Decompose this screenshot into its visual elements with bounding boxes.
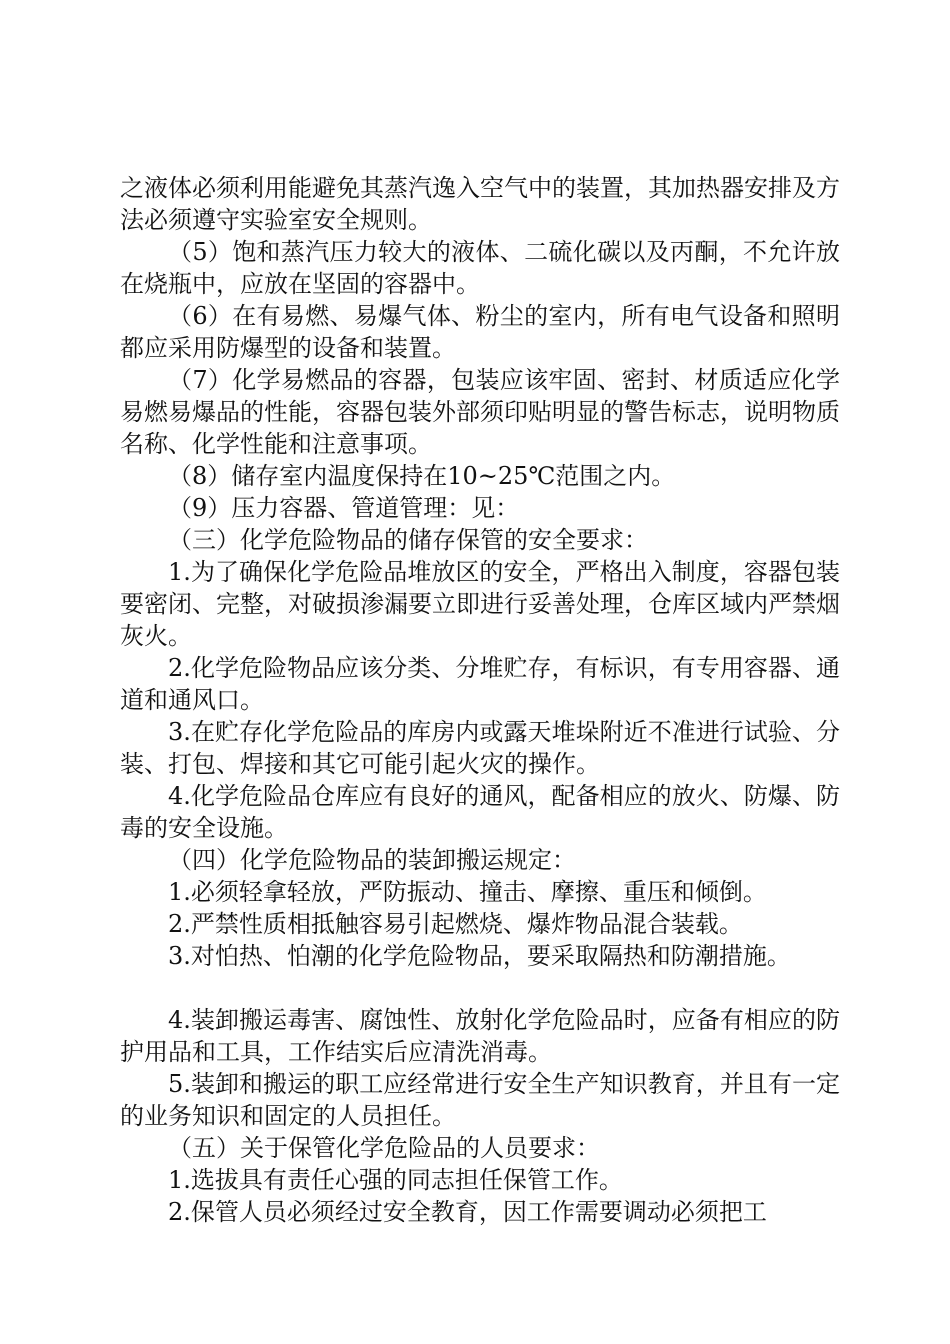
section-heading-4: （四）化学危险物品的装卸搬运规定： xyxy=(168,846,576,874)
section-heading-3: （三）化学危险物品的储存保管的安全要求： xyxy=(168,526,648,554)
storage-rule-3: 3.在贮存化学危险品的库房内或露天堆垛附近不准进行试验、分装、打包、焊接和其它可能引起火灾的操作。 xyxy=(120,718,840,778)
handling-rule-1: 1.必须轻拿轻放，严防振动、撞击、摩擦、重压和倾倒。 xyxy=(168,878,767,906)
paragraph-item-6: （6）在有易燃、易爆气体、粉尘的室内，所有电气设备和照明都应采用防爆型的设备和装置。 xyxy=(120,302,840,362)
storage-rule-1: 1.为了确保化学危险品堆放区的安全，严格出入制度，容器包装要密闭、完整，对破损渗漏要立即进行妥善处理，仓库区域内严禁烟灰火。 xyxy=(120,558,840,650)
paragraph-continued: 之液体必须利用能避免其蒸汽逸入空气中的装置，其加热器安排及方法必须遵守实验室安全规则。 xyxy=(120,174,840,234)
personnel-rule-1: 1.选拔具有责任心强的同志担任保管工作。 xyxy=(168,1166,623,1194)
personnel-rule-2: 2.保管人员必须经过安全教育，因工作需要调动必须把工 xyxy=(168,1198,767,1226)
storage-rule-4: 4.化学危险品仓库应有良好的通风，配备相应的放火、防爆、防毒的安全设施。 xyxy=(120,782,840,842)
handling-rule-3: 3.对怕热、怕潮的化学危险物品，要采取隔热和防潮措施。 xyxy=(168,942,791,970)
paragraph-item-8: （8）储存室内温度保持在10~25℃范围之内。 xyxy=(168,462,676,490)
paragraph-item-7: （7）化学易燃品的容器，包装应该牢固、密封、材质适应化学易燃易爆品的性能，容器包装外部须印贴明显的警告标志，说明物质名称、化学性能和注意事项。 xyxy=(120,366,840,458)
handling-rule-5: 5.装卸和搬运的职工应经常进行安全生产知识教育，并且有一定的业务知识和固定的人员担任。 xyxy=(120,1070,840,1130)
handling-rule-4: 4.装卸搬运毒害、腐蚀性、放射化学危险品时，应备有相应的防护用品和工具，工作结实后应清洗消毒。 xyxy=(120,1006,840,1066)
paragraph-item-9: （9）压力容器、管道管理：见： xyxy=(168,494,520,522)
paragraph-item-5: （5）饱和蒸汽压力较大的液体、二硫化碳以及丙酮，不允许放在烧瓶中，应放在坚固的容器中。 xyxy=(120,238,840,298)
handling-rule-2: 2.严禁性质相抵触容易引起燃烧、爆炸物品混合装载。 xyxy=(168,910,743,938)
document-body xyxy=(120,172,840,1228)
section-heading-5: （五）关于保管化学危险品的人员要求： xyxy=(168,1134,600,1162)
storage-rule-2: 2.化学危险物品应该分类、分堆贮存，有标识，有专用容器、通道和通风口。 xyxy=(120,654,840,714)
blank-line xyxy=(120,972,840,1004)
